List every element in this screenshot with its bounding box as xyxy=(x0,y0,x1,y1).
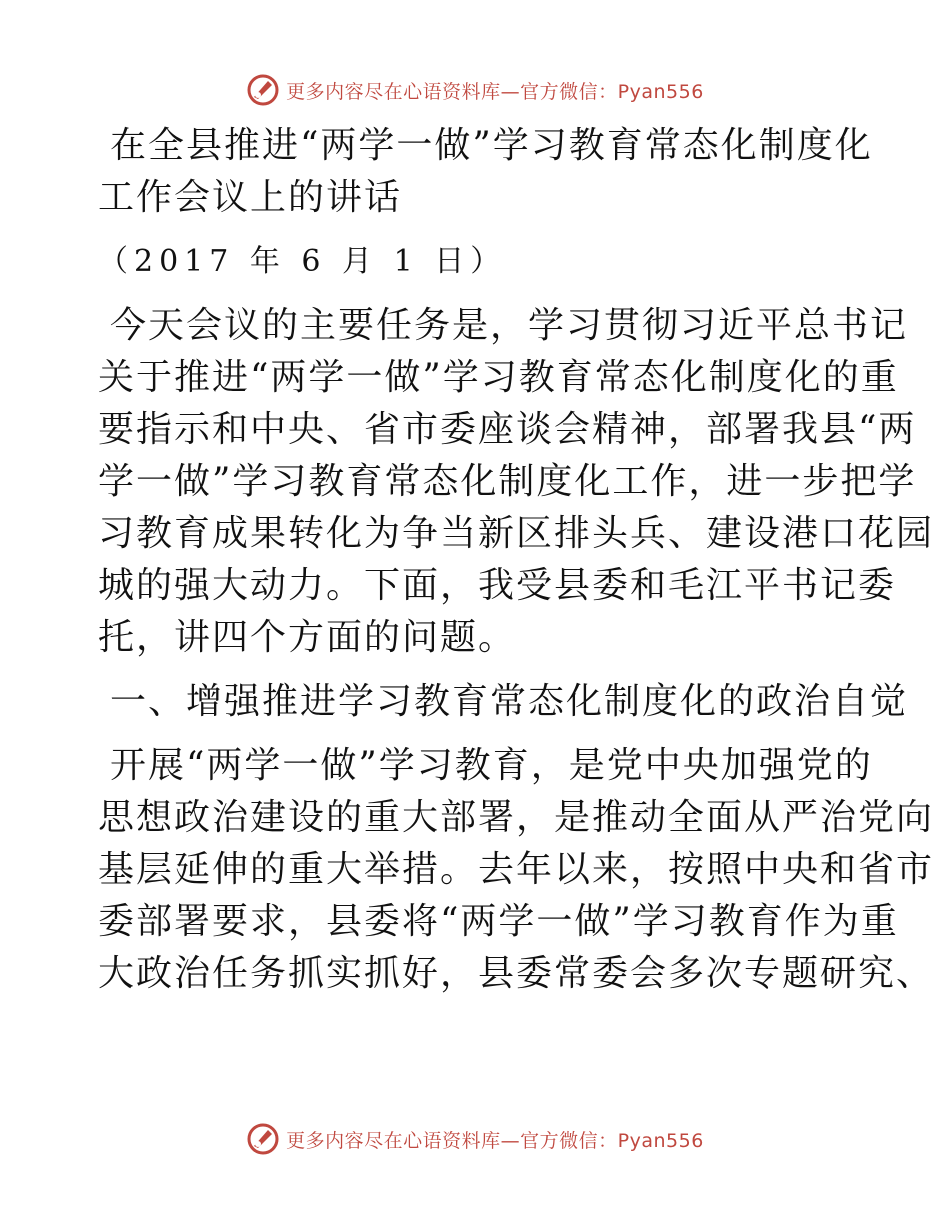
paragraph-line: 大政治任务抓实抓好，县委常委会多次专题研究、 xyxy=(98,953,935,994)
paragraph-line: 习教育成果转化为争当新区排头兵、建设港口花园 xyxy=(98,513,935,554)
document-body xyxy=(98,120,935,1000)
paragraph-line: 委部署要求，县委将“两学一做”学习教育作为重 xyxy=(98,901,899,942)
paragraph-line: 托，讲四个方面的问题。 xyxy=(98,617,517,658)
paragraph-line: 基层延伸的重大举措。去年以来，按照中央和省市 xyxy=(98,849,935,890)
section-heading: 一、增强推进学习教育常态化制度化的政治自觉 xyxy=(110,681,909,722)
paragraph-line: 城的强大动力。下面，我受县委和毛江平书记委 xyxy=(98,565,897,606)
title-line: 在全县推进“两学一做”学习教育常态化制度化 xyxy=(110,125,873,166)
banner-text: 更多内容尽在心语资料库—官方微信：Pyan556 xyxy=(286,80,704,103)
footer-banner xyxy=(0,1119,950,1159)
header-banner xyxy=(0,70,950,110)
paragraph-line: 今天会议的主要任务是，学习贯彻习近平总书记 xyxy=(110,305,909,346)
paragraph-line: 学一做”学习教育常态化制度化工作，进一步把学 xyxy=(98,461,917,502)
banner-text: 更多内容尽在心语资料库—官方微信：Pyan556 xyxy=(286,1129,704,1152)
red-quill-logo-icon xyxy=(246,1122,280,1156)
paragraph-line: 开展“两学一做”学习教育，是党中央加强党的 xyxy=(110,745,873,786)
paragraph-line: 关于推进“两学一做”学习教育常态化制度化的重 xyxy=(98,357,899,398)
title-line: 工作会议上的讲话 xyxy=(98,177,403,218)
paragraph-line: 要指示和中央、省市委座谈会精神，部署我县“两 xyxy=(98,409,917,450)
red-quill-logo-icon xyxy=(246,73,280,107)
paragraph-line: 思想政治建设的重大部署，是推动全面从严治党向 xyxy=(98,797,935,838)
speech-date: （2017 年 6 月 1 日） xyxy=(98,244,507,279)
